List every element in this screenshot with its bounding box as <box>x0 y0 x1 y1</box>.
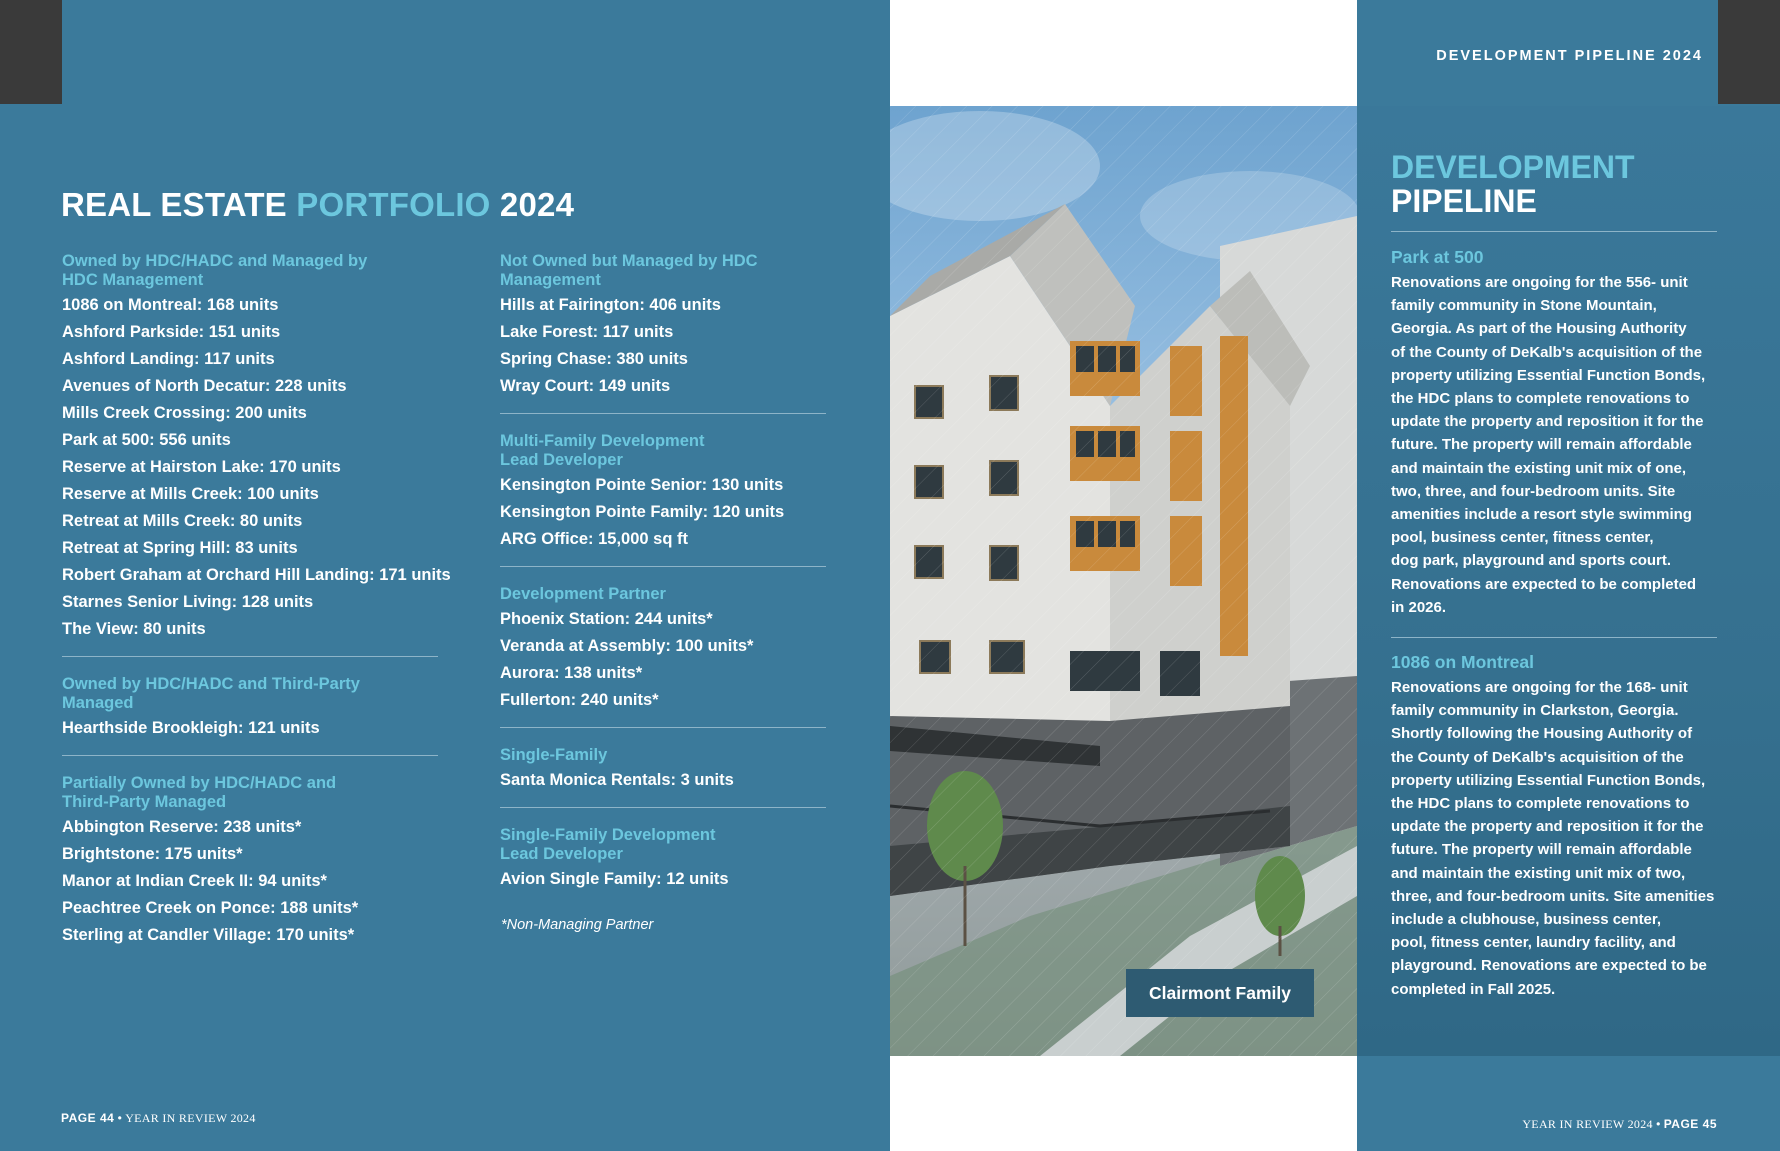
project-heading: 1086 on Montreal <box>1391 652 1534 672</box>
description-line: amenities include a resort style swimming <box>1391 506 1692 524</box>
property-list <box>500 606 828 714</box>
property-item: 1086 on Montreal: 168 units <box>62 296 279 314</box>
category-heading <box>62 774 442 812</box>
page-number: PAGE 44 <box>61 1111 115 1125</box>
description-line: family community in Stone Mountain, <box>1391 297 1657 315</box>
description-line: two, three, and four-bedroom units. Site <box>1391 482 1676 500</box>
description-line: property utilizing Essential Function Bonds, <box>1391 366 1706 384</box>
property-item: ARG Office: 15,000 sq ft <box>500 530 688 548</box>
section-divider <box>62 755 438 756</box>
description-line: Shortly following the Housing Authority of <box>1391 725 1693 743</box>
description-line: Renovations are expected to be completed <box>1391 575 1697 593</box>
category-heading-line: Lead Developer <box>500 451 623 469</box>
project-description <box>1391 271 1725 619</box>
pipeline-title: DEVELOPMENT PIPELINE <box>1391 149 1635 219</box>
category-heading-line: Managed <box>62 694 134 712</box>
page-number: PAGE 45 <box>1663 1117 1717 1131</box>
section-header: DEVELOPMENT PIPELINE 2024 <box>1436 48 1703 64</box>
property-item: Lake Forest: 117 units <box>500 323 674 341</box>
footer-label: YEAR IN REVIEW 2024 <box>1522 1117 1653 1131</box>
property-list <box>62 715 442 742</box>
category-heading-line: Third-Party Managed <box>62 793 227 811</box>
property-item: Fullerton: 240 units* <box>500 691 659 709</box>
property-item: Retreat at Spring Hill: 83 units <box>62 539 298 557</box>
property-list <box>62 292 451 643</box>
description-line: of the County of DeKalb's acquisition of the <box>1391 343 1703 361</box>
footer-left: PAGE 44 • YEAR IN REVIEW 2024 <box>61 1111 256 1125</box>
description-line: in 2026. <box>1391 598 1447 616</box>
property-list <box>62 814 442 949</box>
category-heading-line: Management <box>500 271 601 289</box>
description-line: pool, fitness center, laundry facility, and <box>1391 934 1676 952</box>
portfolio-column-right <box>500 252 828 893</box>
property-item: Aurora: 138 units* <box>500 664 643 682</box>
property-item: Sterling at Candler Village: 170 units* <box>62 926 355 944</box>
divider <box>1391 231 1717 232</box>
divider <box>1391 637 1717 638</box>
description-line: pool, business center, fitness center, <box>1391 529 1654 547</box>
property-item: Hills at Fairington: 406 units <box>500 296 721 314</box>
building-illustration <box>890 106 1357 1056</box>
description-line: the County of DeKalb's acquisition of the <box>1391 748 1684 766</box>
property-item: Ashford Landing: 117 units <box>62 350 275 368</box>
footer-label: YEAR IN REVIEW 2024 <box>125 1111 256 1125</box>
section-divider <box>500 727 826 728</box>
section-divider <box>62 656 438 657</box>
property-list <box>500 292 828 400</box>
property-item: Hearthside Brookleigh: 121 units <box>62 719 320 737</box>
page-title: REAL ESTATE PORTFOLIO 2024 <box>61 186 575 223</box>
building-photo <box>890 106 1357 1056</box>
property-item: Veranda at Assembly: 100 units* <box>500 637 754 655</box>
category-heading-line: Owned by HDC/HADC and Third-Party <box>62 675 360 693</box>
property-item: Starnes Senior Living: 128 units <box>62 593 314 611</box>
property-item: Wray Court: 149 units <box>500 377 671 395</box>
category-heading <box>500 746 828 765</box>
category-heading <box>62 675 442 713</box>
property-item: Ashford Parkside: 151 units <box>62 323 281 341</box>
property-item: Peachtree Creek on Ponce: 188 units* <box>62 899 359 917</box>
right-page-footer-band <box>1357 1056 1780 1151</box>
property-list <box>500 767 828 794</box>
category-heading <box>500 252 828 290</box>
portfolio-column-left <box>62 252 451 949</box>
category-heading-line: Development Partner <box>500 585 666 603</box>
category-heading-line: Not Owned but Managed by HDC <box>500 252 758 270</box>
description-line: update the property and reposition it for the <box>1391 818 1704 836</box>
property-item: Phoenix Station: 244 units* <box>500 610 713 628</box>
description-line: completed in Fall 2025. <box>1391 980 1556 998</box>
description-line: playground. Renovations are expected to be <box>1391 957 1707 975</box>
description-line: dog park, playground and sports court. <box>1391 552 1672 570</box>
property-list <box>500 472 828 553</box>
category-heading-line: Multi-Family Development <box>500 432 705 450</box>
property-item: Reserve at Mills Creek: 100 units <box>62 485 319 503</box>
property-item: Manor at Indian Creek II: 94 units* <box>62 872 327 890</box>
description-line: future. The property will remain affordable <box>1391 841 1692 859</box>
description-line: the HDC plans to complete renovations to <box>1391 795 1690 813</box>
category-heading-line: Single-Family Development <box>500 826 716 844</box>
description-line: family community in Clarkston, Georgia. <box>1391 702 1679 720</box>
category-heading <box>500 432 828 470</box>
project-heading: Park at 500 <box>1391 247 1484 267</box>
category-heading-line: Single-Family <box>500 746 608 764</box>
footnote: *Non-Managing Partner <box>501 917 654 933</box>
project-description <box>1391 676 1725 1001</box>
property-list <box>500 866 828 893</box>
property-item: Park at 500: 556 units <box>62 431 231 449</box>
property-item: Retreat at Mills Creek: 80 units <box>62 512 303 530</box>
property-item: Spring Chase: 380 units <box>500 350 688 368</box>
property-item: Avion Single Family: 12 units <box>500 870 729 888</box>
category-heading-line: HDC Management <box>62 271 204 289</box>
description-line: Renovations are ongoing for the 556- unit <box>1391 274 1688 291</box>
property-item: Reserve at Hairston Lake: 170 units <box>62 458 341 476</box>
description-line: Georgia. As part of the Housing Authority <box>1391 320 1687 338</box>
description-line: and maintain the existing unit mix of one, <box>1391 459 1687 477</box>
property-item: Brightstone: 175 units* <box>62 845 243 863</box>
category-heading-line: Lead Developer <box>500 845 623 863</box>
property-item: Abbington Reserve: 238 units* <box>62 818 302 836</box>
property-item: Santa Monica Rentals: 3 units <box>500 771 734 789</box>
section-divider <box>500 566 826 567</box>
property-item: Robert Graham at Orchard Hill Landing: 171 units <box>62 566 451 584</box>
description-line: and maintain the existing unit mix of two, <box>1391 864 1686 882</box>
property-item: The View: 80 units <box>62 620 206 638</box>
property-item: Mills Creek Crossing: 200 units <box>62 404 307 422</box>
description-line: include a clubhouse, business center, <box>1391 911 1662 929</box>
section-divider <box>500 807 826 808</box>
category-heading-line: Owned by HDC/HADC and Managed by <box>62 252 368 270</box>
category-heading <box>500 826 828 864</box>
category-heading-line: Partially Owned by HDC/HADC and <box>62 774 337 792</box>
footer-right: YEAR IN REVIEW 2024 • PAGE 45 <box>1522 1117 1717 1131</box>
photo-caption: Clairmont Family <box>1126 969 1314 1017</box>
category-heading <box>500 585 828 604</box>
description-line: three, and four-bedroom units. Site amenities <box>1391 887 1715 905</box>
description-line: property utilizing Essential Function Bonds, <box>1391 771 1706 789</box>
description-line: Renovations are ongoing for the 168- unit <box>1391 679 1688 696</box>
left-page-tab <box>0 0 62 104</box>
property-item: Kensington Pointe Family: 120 units <box>500 503 785 521</box>
description-line: update the property and reposition it for the <box>1391 413 1704 431</box>
description-line: the HDC plans to complete renovations to <box>1391 390 1690 408</box>
property-item: Kensington Pointe Senior: 130 units <box>500 476 784 494</box>
property-item: Avenues of North Decatur: 228 units <box>62 377 347 395</box>
right-page-tab <box>1718 0 1780 104</box>
category-heading <box>62 252 442 290</box>
description-line: future. The property will remain affordable <box>1391 436 1692 454</box>
section-divider <box>500 413 826 414</box>
